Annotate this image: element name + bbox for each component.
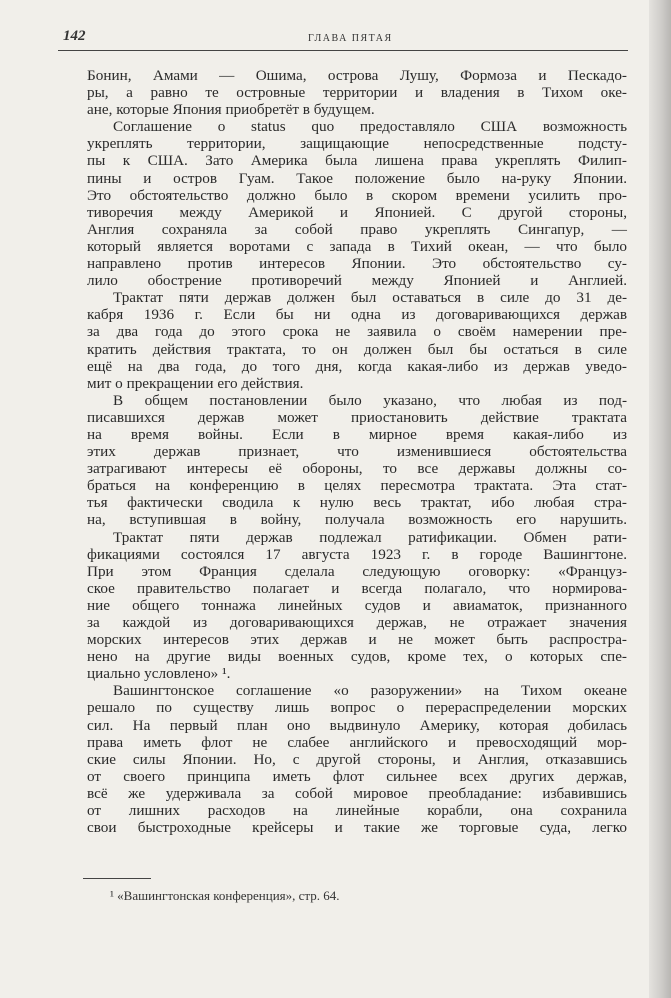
text-line: тиворечия между Америкой и Японией. С другой стороны, bbox=[87, 203, 627, 221]
text-line: ние общего тоннажа линейных судов и авиаматок, признанного bbox=[87, 596, 627, 614]
text-line: нено на другие виды военных судов, кроме тех, о которых спе- bbox=[87, 648, 627, 666]
text-line: мит о прекращении его действия. bbox=[87, 374, 304, 392]
text-line: укреплять территории, защищающие непосредственные подсту- bbox=[87, 135, 627, 153]
text-line: за два года до этого срока не заявила о своём намерении пре- bbox=[87, 323, 627, 341]
text-line: пы к США. Зато Америка была лишена права укреплять Филип- bbox=[87, 152, 627, 170]
text-line: Вашингтонское соглашение «о разоружении» на Тихом океане bbox=[113, 682, 627, 700]
text-line: права иметь флот не слабее английского и превосходящий мор- bbox=[87, 733, 627, 751]
text-line: сил. На первый план оно выдвинуло Америку, которая добилась bbox=[87, 716, 627, 734]
text-line: этих держав признает, что изменившиеся обстоятельства bbox=[87, 443, 627, 461]
text-line: фикациями состоялся 17 августа 1923 г. в городе Вашингтоне. bbox=[87, 545, 627, 563]
text-line: Бонин, Амами — Ошима, острова Лушу, Формоза и Пескадо- bbox=[87, 67, 627, 84]
text-line: свои быстроходные крейсеры и такие же торговые суда, легко bbox=[87, 819, 627, 837]
text-line: При этом Франция сделала следующую оговорку: «Француз- bbox=[87, 562, 627, 580]
text-line: направлено против интересов Японии. Это обстоятельство су- bbox=[87, 255, 627, 273]
text-line: от лишних расходов на линейные корабли, она сохранила bbox=[87, 802, 627, 820]
text-line: на, вступившая в войну, получала возможность его нарушить. bbox=[87, 511, 627, 529]
text-line: писавшихся держав может приостановить действие трактата bbox=[87, 408, 627, 426]
footnote-rule bbox=[83, 878, 151, 879]
text-line: ские силы Японии. Но, с другой стороны, и Англия, отказавшись bbox=[87, 750, 627, 768]
text-line: кабря 1936 г. Если бы ни одна из договаривающихся держав bbox=[87, 306, 627, 324]
text-line: всё же удерживала за собой мировое преобладание: избавившись bbox=[87, 784, 627, 802]
book-spine-shadow bbox=[649, 0, 671, 998]
footnote: ¹ «Вашингтонская конференция», стр. 64. bbox=[110, 888, 340, 903]
text-line: браться на конференцию в целях пересмотра трактата. Эта стат- bbox=[87, 477, 627, 495]
text-line: ры, а равно те островные территории и владения в Тихом оке- bbox=[87, 84, 627, 102]
text-line: циально условлено» ¹. bbox=[87, 665, 231, 683]
text-line: затрагивают интересы её обороны, то все державы должны со- bbox=[87, 460, 627, 478]
text-line: пины и остров Гуам. Такое положение было на-руку Японии. bbox=[87, 169, 627, 187]
text-line: решало по существу лишь вопрос о перераспределении морских bbox=[87, 699, 627, 717]
text-line: от своего принципа иметь флот сильнее всех других держав, bbox=[87, 767, 627, 785]
text-line: ане, которые Япония приобретёт в будущем. bbox=[87, 101, 375, 119]
text-line: Это обстоятельство должно было в скором времени усилить про- bbox=[87, 186, 627, 204]
text-line: ещё на два года, до того дня, когда какая-либо из держав уведо- bbox=[87, 357, 627, 375]
body-text bbox=[87, 67, 627, 836]
header-rule bbox=[58, 50, 628, 51]
text-line: кратить действия трактата, то он должен был бы остаться в силе bbox=[87, 340, 627, 358]
page-number: 142 bbox=[63, 28, 86, 44]
text-line: лило обострение противоречий между Японией и Англией. bbox=[87, 272, 627, 290]
running-head: ГЛАВА ПЯТАЯ bbox=[308, 33, 393, 44]
text-line: В общем постановлении было указано, что любая из под- bbox=[113, 391, 627, 409]
text-line: за каждой из договаривающихся держав, не отражает значения bbox=[87, 614, 627, 631]
text-line: на время войны. Если в мирное время какая-либо из bbox=[87, 425, 627, 443]
text-line: морских интересов этих держав и не может быть распростра- bbox=[87, 631, 627, 649]
text-line: ское правительство полагает и всегда полагало, что нормирова- bbox=[87, 579, 627, 597]
text-line: Трактат пяти держав подлежал ратификации. Обмен рати- bbox=[113, 528, 627, 546]
text-line: Соглашение о status quo предоставляло США возможность bbox=[113, 118, 627, 136]
text-line: тья фактически сводила к нулю весь трактат, ибо любая стра- bbox=[87, 494, 627, 512]
text-line: Трактат пяти держав должен был оставаться в силе до 31 де- bbox=[113, 289, 627, 307]
text-line: который является воротами с запада в Тихий океан, — что было bbox=[87, 237, 627, 255]
text-line: Англия сохраняла за собой право укреплять Сингапур, — bbox=[87, 220, 627, 238]
